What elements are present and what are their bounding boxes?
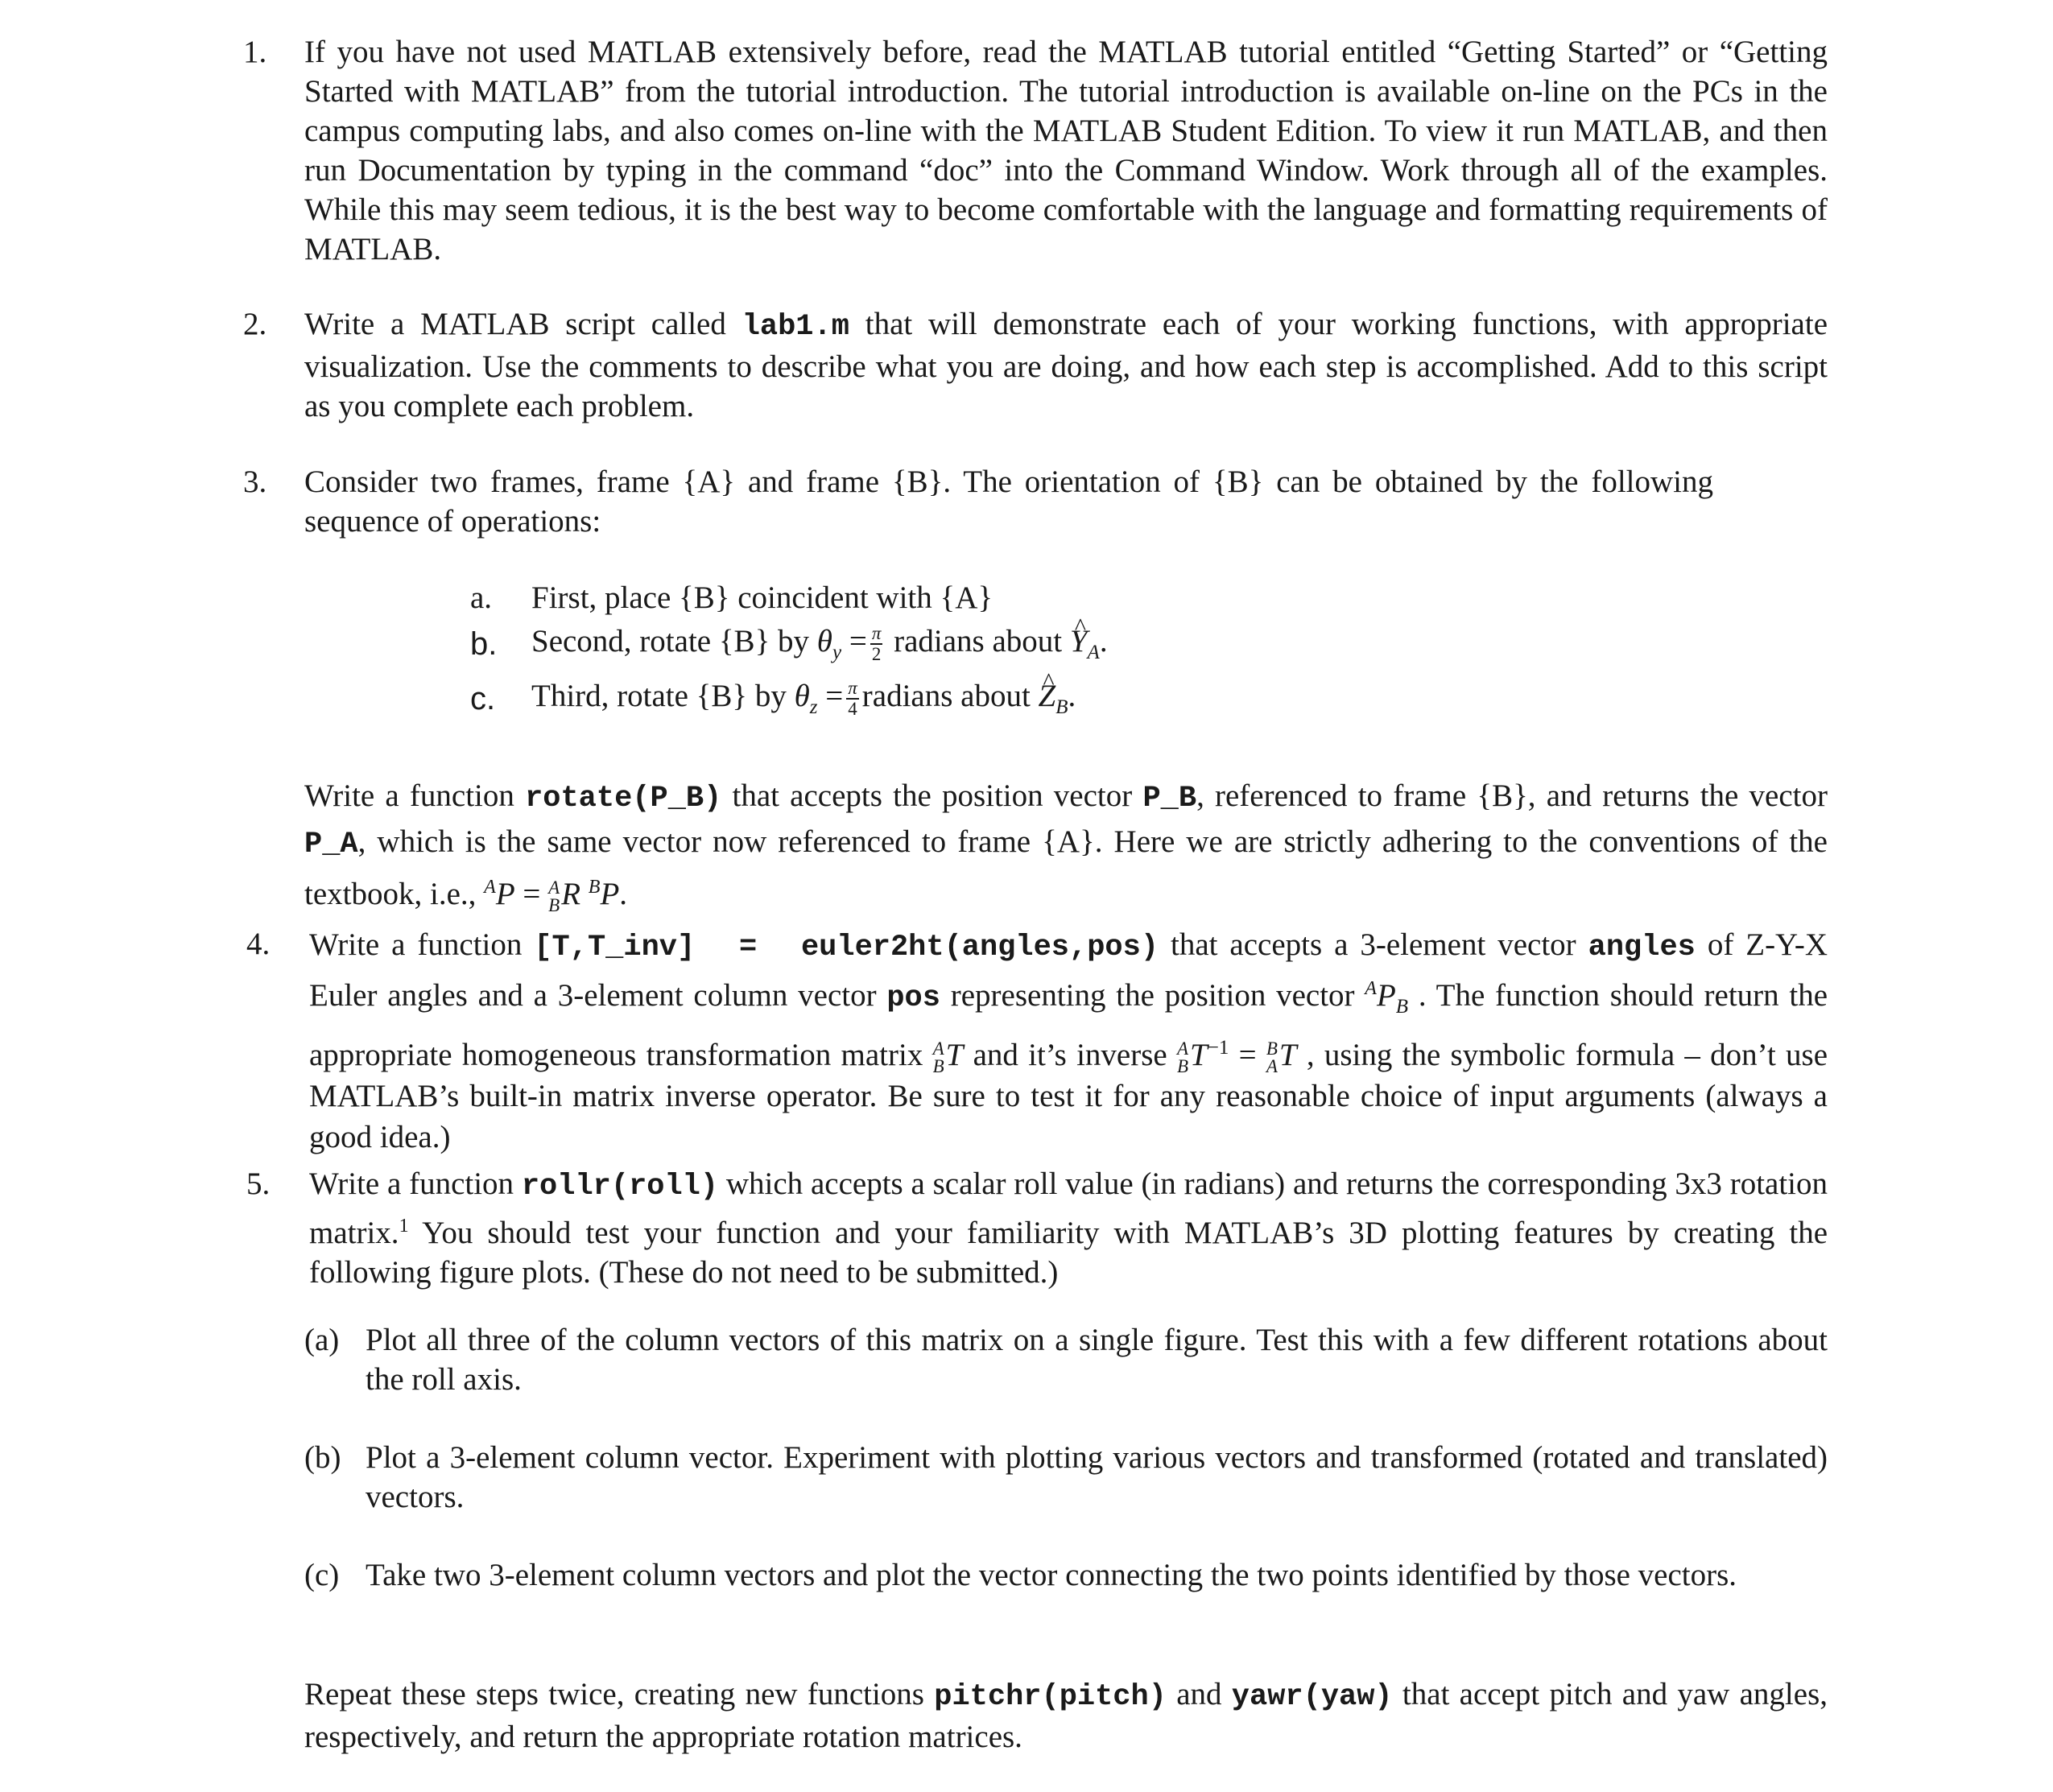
step-b-text: Second, rotate {B} by $\theta_y$ = $\frac{\pi}{2}$ radians about ^ $Y_A$. (531, 621, 1578, 672)
item-3-intro: Consider two frames, frame {A} and frame {B}. The orientation of {B} can be obtained by the following sequence of operations: (304, 465, 1713, 539)
footnote-marker: 1 (399, 1216, 409, 1237)
code-rotate: rotate(P_B) (525, 782, 722, 815)
frame-indices: A B (548, 877, 560, 916)
code-script-name: lab1.m (741, 310, 849, 344)
frame-indices: A B (932, 1038, 944, 1076)
item-number: 1. (243, 35, 267, 69)
step-a-text: First, place {B} coincident with {A} (531, 580, 993, 615)
item-1-text: If you have not used MATLAB extensively before, read the MATLAB tutorial entitled “Getting Started” or “Getting Started with MATLAB” from the tutorial introduction. The tutorial introduction is available on-line on the PCs in the campus computing labs, and also comes on-line with the MATLAB Student Edition. To view it run MATLAB, and then run Documentation by typing in the command “doc” into the Command Window. Work through all of the examples. While this may seem tedious, it is the best way to become comfortable with the language and formatting requirements of MATLAB. (304, 35, 1828, 266)
subitem-label: (b) (304, 1440, 341, 1475)
fraction-pi-over-4: $\frac{\pi}{4}$ (848, 678, 857, 720)
item-5-text: Write a function rollr(roll) which accepts a scalar roll value (in radians) and returns the corresponding 3x3 rotation matrix.$^1$ You should test your function and your familiarity with MATLAB’s 3D plotting features by creating the following figure plots. (These do not need to be submitted.) (309, 1166, 1828, 1290)
subitem-b-text: Plot a 3-element column vector. Experiment with plotting various vectors and transformed (rotated and translated) vectors. (366, 1440, 1828, 1514)
code-pos: pos (886, 981, 940, 1015)
step-letter: c. (470, 681, 496, 716)
step-letter: b. (470, 626, 498, 662)
step-letter: a. (470, 580, 493, 615)
item-number: 2. (243, 307, 267, 341)
code-p-b: P_B (1142, 782, 1197, 815)
fraction-pi-over-2: $\frac{\pi}{2}$ (871, 623, 882, 665)
item-3-function-text: Write a function rotate(P_B) that accepts the position vector P_B, referenced to frame {B}, and returns the vector P_A, which is the same vector now referenced to frame {A}. Here we are strictly adhering to the conventions of the textbook, i.e., $^A$P = A B R $^B$P. (304, 778, 1828, 916)
code-yawr: yawr(yaw) (1231, 1680, 1393, 1714)
subitem-a-text: Plot all three of the column vectors of this matrix on a single figure. Test this with a few different rotations about the roll axis. (366, 1323, 1828, 1397)
item-number: 5. (246, 1166, 271, 1201)
item-4-text: Write a function [T,T_inv] = euler2ht(angles,pos) that accepts a 3-element vector angles of Z-Y-X Euler angles and a 3-element column vector pos representing the position vector $^AP_B$ . The function should return the appropriate homogeneous transformation matrix A B T and it’s inverse A B $T^{-1}$ = B A T , using the symbolic formula – don’t use MATLAB’s built-in matrix inverse operator. Be sure to test it for any reasonable choice of input arguments (always a good idea.) (309, 927, 1828, 1154)
frame-indices: A B (1176, 1038, 1189, 1076)
subitem-c-text: Take two 3-element column vectors and plot the vector connecting the two points identified by those vectors. (366, 1558, 1737, 1592)
item-5-repeat-text: Repeat these steps twice, creating new functions pitchr(pitch) and yawr(yaw) that accept pitch and yaw angles, respectively, and return the appropriate rotation matrices. (304, 1677, 1828, 1754)
item-number: 4. (246, 927, 271, 961)
frame-indices: B A (1266, 1038, 1278, 1076)
item-number: 3. (243, 465, 267, 499)
subitem-label: (a) (304, 1323, 340, 1357)
code-angles: angles (1588, 931, 1696, 964)
subitem-label: (c) (304, 1558, 340, 1592)
code-p-a: P_A (304, 828, 358, 861)
code-pitchr: pitchr(pitch) (934, 1680, 1167, 1714)
code-euler2ht: [T,T_inv] = euler2ht(angles,pos) (534, 931, 1159, 964)
item-2-text: Write a MATLAB script called lab1.m that will demonstrate each of your working functions, with appropriate visualization. Use the comments to describe what you are doing, and how each step is accomplished. Add to this script as you complete each problem. (304, 307, 1828, 423)
code-rollr: rollr(roll) (521, 1170, 719, 1204)
step-c-text: Third, rotate {B} by $\theta_z$ = $\frac{\pi}{4}$ radians about ^ $Z_B$. (531, 676, 1578, 727)
